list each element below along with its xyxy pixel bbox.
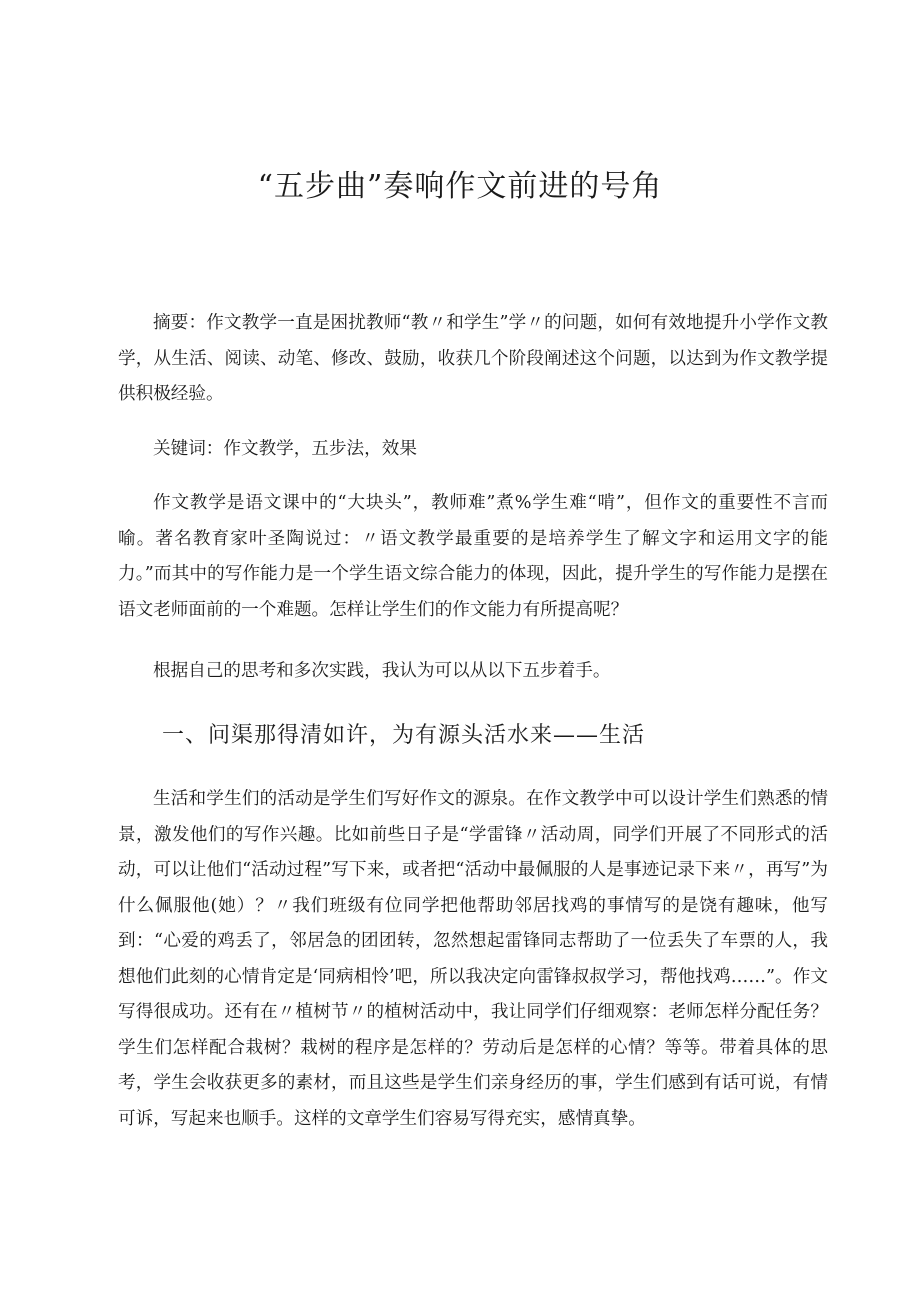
intro-paragraph: 作文教学是语文课中的“大块头”，教师难”煮%学生难“啃”，但作文的重要性不言而喻。著名教育家叶圣陶说过：〃语文教学最重要的是培养学生了解文字和运用文字的能力。”而其中的写作能力是一个学生语文综合能力的体现，因此，提升学生的写作能力是摆在语文老师面前的一个难题。怎样让学生们的作文能力有所提高呢？ (118, 493, 828, 620)
keywords-paragraph: 关键词：作文教学，五步法，效果 (153, 439, 417, 459)
section-1-body: 生活和学生们的活动是学生们写好作文的源泉。在作文教学中可以设计学生们熟悉的情景，激发他们的写作兴趣。比如前些日子是“学雷锋〃活动周，同学们开展了不同形式的活动，可以让他们“活动过程”写下来，或者把“活动中最佩服的人是事迹记录下来〃，再写”为什么佩服他(她）？〃我们班级有位同学把他帮助邻居找鸡的事情写的是饶有趣味，他写到：“心爱的鸡丢了，邻居急的团团转，忽然想起雷锋同志帮助了一位丢失了车票的人，我想他们此刻的心情肯定是‘同病相怜’吧，所以我决定向雷锋叔叔学习，帮他找鸡……”。作文写得很成功。还有在〃植树节〃的植树活动中，我让同学们仔细观察：老师怎样分配任务？学生们怎样配合栽树？栽树的程序是怎样的？劳动后是怎样的心情？等等。带着具体的思考，学生会收获更多的素材，而且这些是学生们亲身经历的事，学生们感到有话可说，有情可诉，写起来也顺手。这样的文章学生们容易写得充实，感情真挚。 (118, 789, 828, 1129)
transition-paragraph: 根据自己的思考和多次实践，我认为可以从以下五步着手。 (153, 661, 611, 681)
abstract-paragraph: 摘要：作文教学一直是困扰教师“教〃和学生”学〃的问题，如何有效地提升小学作文教学，从生活、阅读、动笔、修改、鼓励，收获几个阶段阐述这个问题，以达到为作文教学提供积极经验。 (118, 313, 828, 404)
document-title: “五步曲”奏响作文前进的号角 (257, 169, 663, 204)
section-1-heading: 一、问渠那得清如许，为有源头活水来——生活 (162, 723, 646, 748)
